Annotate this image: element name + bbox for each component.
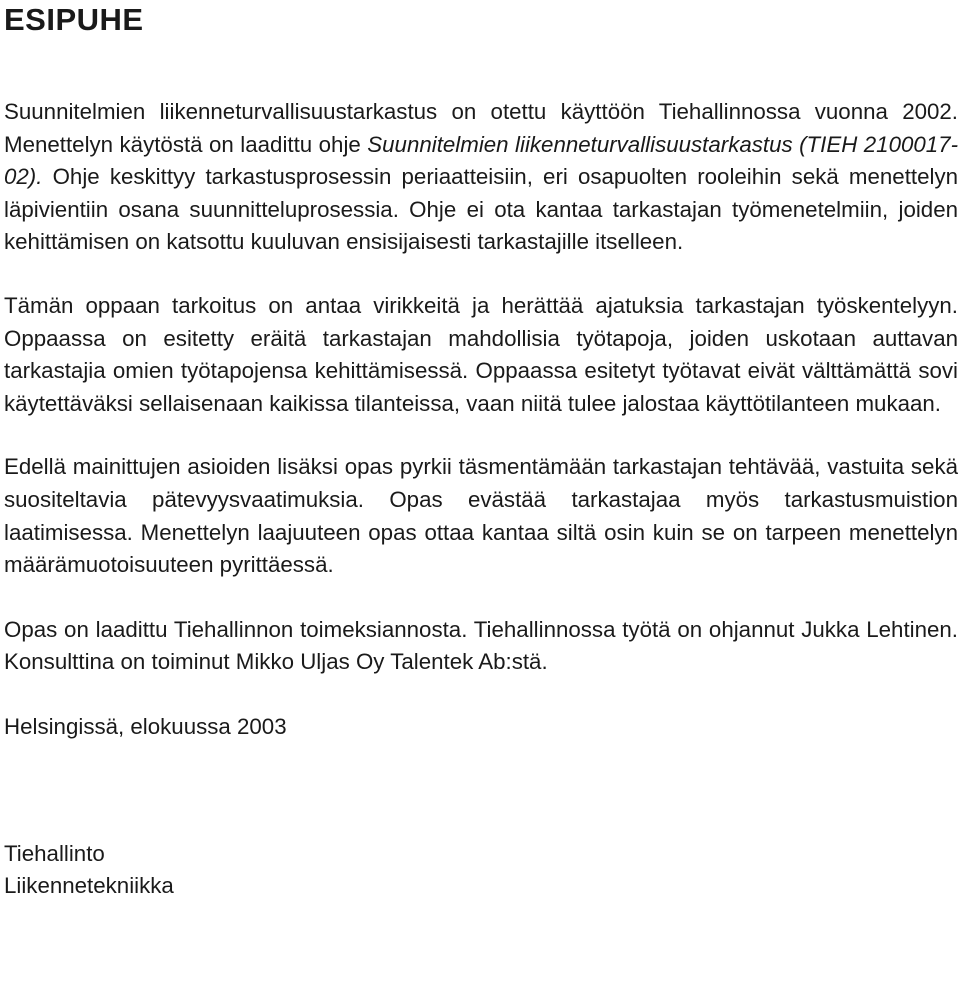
signature-organization: Tiehallinto bbox=[4, 840, 105, 866]
page-heading: ESIPUHE bbox=[4, 2, 144, 37]
place-and-date: Helsingissä, elokuussa 2003 bbox=[4, 713, 287, 739]
paragraph-2: Tämän oppaan tarkoitus on antaa virikkeitä ja herättää ajatuksia tarkastajan työskentelyyn. Oppaassa on esitetty eräitä tarkastajan mahdollisia työtapoja, joiden uskotaan auttavan tarkastajia omien työtapojensa kehittämisessä. Oppaassa esitetyt työtavat eivät välttämättä sovi käytettäväksi sellaisenaan kaikissa tilanteissa, vaan niitä tulee jalostaa käyttötilanteen mukaan. bbox=[4, 292, 958, 416]
signature-block bbox=[4, 838, 958, 903]
paragraph-1 bbox=[4, 96, 958, 259]
paragraph-1-text-a: Suunnitelmien liikenneturvallisuustarkastus on otettu käyttöön Tiehallinnossa vuonna 2002. Menettelyn käytöstä on laadittu ohje bbox=[4, 99, 958, 157]
document-page bbox=[4, 0, 958, 903]
paragraph-4: Opas on laadittu Tiehallinnon toimeksiannosta. Tiehallinnossa työtä on ohjannut Jukka Lehtinen. Konsulttina on toiminut Mikko Uljas Oy Talentek Ab:stä. bbox=[4, 616, 958, 675]
paragraph-1-text-b: Ohje keskittyy tarkastusprosessin periaatteisiin, eri osapuolten rooleihin sekä menettelyn läpivientiin osana suunnitteluprosessia. Ohje ei ota kantaa tarkastajan työmenetelmiin, joiden kehittämisen on katsottu kuuluvan ensisijaisesti tarkastajille itselleen. bbox=[4, 164, 958, 255]
guideline-title: Suunnitelmien liikenneturvallisuustarkastus (TIEH 2100017-02). bbox=[4, 131, 958, 190]
signature-unit: Liikennetekniikka bbox=[4, 873, 174, 899]
paragraph-3: Edellä mainittujen asioiden lisäksi opas pyrkii täsmentämään tarkastajan tehtävää, vastuita sekä suositeltavia pätevyysvaatimuksia. Opas evästää tarkastajaa myös tarkastusmuistion laatimisessa. Menettelyn laajuuteen opas ottaa kantaa siltä osin kuin se on tarpeen menettelyn määrämuotoisuuteen pyrittäessä. bbox=[4, 454, 958, 578]
